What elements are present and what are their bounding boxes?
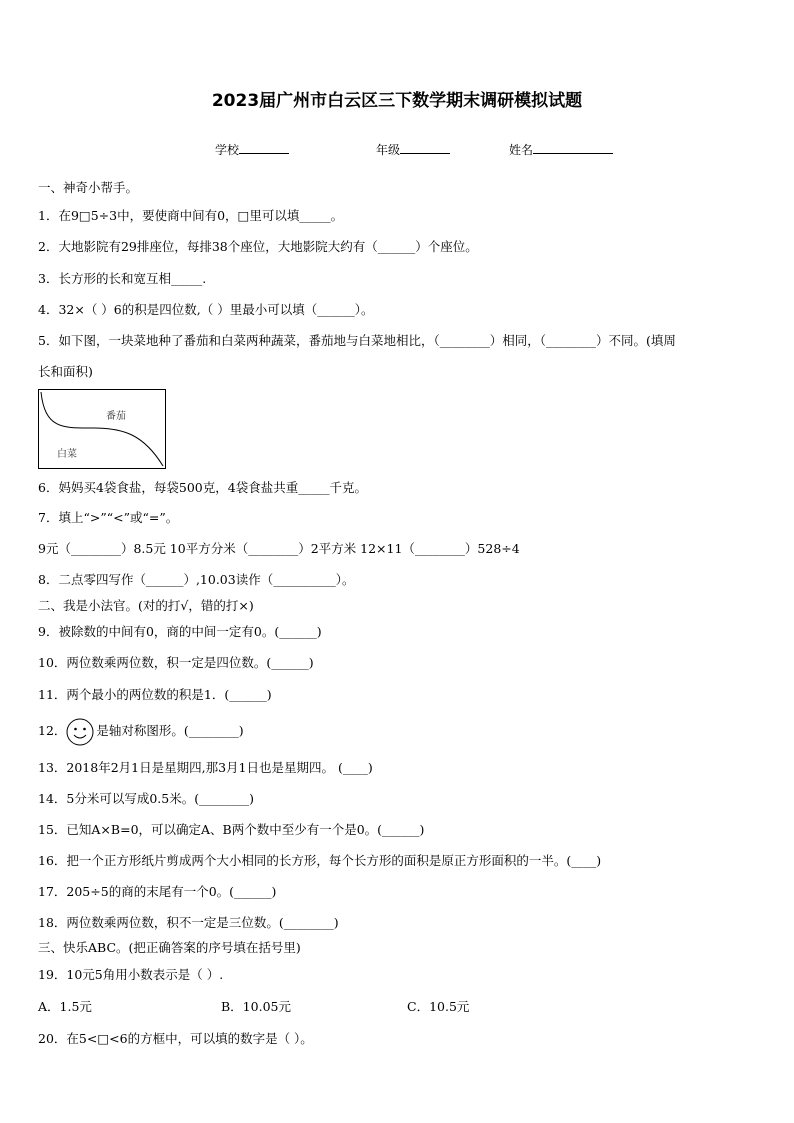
question-5-line-1: 5．如下图，一块菜地种了番茄和白菜两种蔬菜，番茄地与白菜地相比，（________）相同，（________）不同。(填周 — [38, 333, 676, 348]
question-11: 11．两个最小的两位数的积是1．(______) — [38, 687, 272, 702]
school-blank — [239, 141, 289, 154]
question-7-items: 9元（________）8.5元 10平方分米（________）2平方米 12×11（________）528÷4 — [38, 541, 520, 556]
section-1-heading: 一、神奇小帮手。 — [38, 180, 139, 195]
question-1: 1．在9□5÷3中，要使商中间有0，□里可以填_____。 — [38, 208, 344, 223]
question-15: 15．已知A×B=0，可以确定A、B两个数中至少有一个是0。(______) — [38, 822, 425, 837]
question-12-number: 12． — [38, 723, 67, 738]
tomato-label: 番茄 — [106, 411, 126, 422]
grade-field — [376, 141, 450, 158]
section-3-heading: 三、快乐ABC。(把正确答案的序号填在括号里) — [38, 940, 301, 955]
question-5-line-2: 长和面积) — [38, 364, 93, 379]
vegetable-plot-figure — [38, 389, 166, 469]
question-7: 7．填上“>”“<”或“=”。 — [38, 510, 179, 525]
question-8: 8．二点零四写作（______）,10.03读作（__________）。 — [38, 572, 355, 587]
question-17: 17．205÷5的商的末尾有一个0。(______) — [38, 884, 277, 899]
cabbage-label: 白菜 — [57, 449, 77, 460]
name-blank — [533, 141, 613, 154]
section-2-heading: 二、我是小法官。(对的打√，错的打×) — [38, 598, 254, 613]
grade-blank — [400, 141, 450, 154]
school-label: 学校 — [215, 143, 240, 157]
question-12-text: 是轴对称图形。(________) — [96, 723, 244, 738]
smiley-face-icon — [66, 718, 94, 746]
page-title: 2023届广州市白云区三下数学期末调研模拟试题 — [211, 91, 583, 111]
question-19-option-a: A．1.5元 — [38, 999, 92, 1014]
name-field — [509, 141, 613, 158]
question-18: 18．两位数乘两位数，积不一定是三位数。(________) — [38, 915, 339, 930]
question-19-option-b: B．10.05元 — [221, 999, 291, 1014]
question-20: 20．在5<□<6的方框中，可以填的数字是（ ）。 — [38, 1031, 313, 1046]
question-16: 16．把一个正方形纸片剪成两个大小相同的长方形，每个长方形的面积是原正方形面积的一半。(____) — [38, 853, 602, 868]
question-13: 13．2018年2月1日是星期四,那3月1日也是星期四。 (____) — [38, 760, 373, 775]
grade-label: 年级 — [376, 143, 401, 157]
question-12 — [38, 716, 244, 746]
question-10: 10．两位数乘两位数，积一定是四位数。(______) — [38, 655, 314, 670]
question-19-option-c: C．10.5元 — [407, 999, 470, 1014]
name-label: 姓名 — [509, 143, 534, 157]
question-4: 4．32×（ ）6的积是四位数,（ ）里最小可以填（______）。 — [38, 302, 374, 317]
question-19: 19．10元5角用小数表示是（ ）. — [38, 967, 224, 982]
question-9: 9．被除数的中间有0，商的中间一定有0。(______) — [38, 624, 322, 639]
question-14: 14．5分米可以写成0.5米。(________) — [38, 791, 254, 806]
question-6: 6．妈妈买4袋食盐，每袋500克，4袋食盐共重_____千克。 — [38, 480, 367, 495]
school-field — [215, 141, 289, 158]
question-2: 2．大地影院有29排座位，每排38个座位，大地影院大约有（______）个座位。 — [38, 239, 478, 254]
question-3: 3．长方形的长和宽互相_____. — [38, 271, 207, 286]
